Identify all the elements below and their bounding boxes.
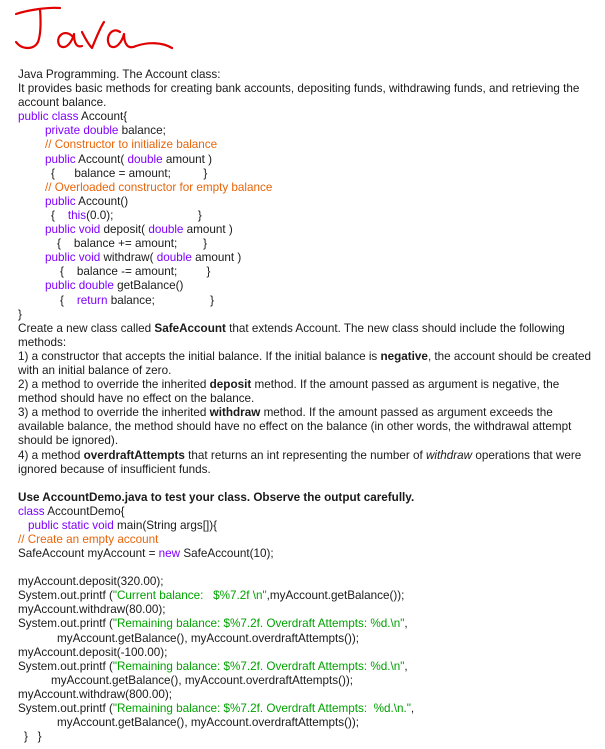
code-string: "Remaining balance: $%7.2f. Overdraft Attempts: %d.\n." bbox=[112, 702, 411, 716]
task-text: , the account should be created with an initial balance of zero. bbox=[18, 349, 592, 377]
code-keyword: public bbox=[45, 152, 76, 166]
code-keyword: class bbox=[18, 504, 45, 518]
code-keyword: double bbox=[156, 251, 192, 265]
handwritten-java-heading bbox=[8, 2, 178, 60]
code-keyword: double bbox=[148, 223, 184, 237]
code-line: } bbox=[18, 307, 22, 321]
task-emphasis: deposit bbox=[209, 378, 252, 392]
code-line: myAccount.deposit(320.00); bbox=[18, 575, 164, 589]
task-text: method. If the amount passed as argument is negative, the method should have no effect on the balance. bbox=[18, 378, 560, 406]
code-text: ,myAccount.getBalance()); bbox=[266, 589, 405, 603]
code-keyword: public void bbox=[45, 223, 101, 237]
code-text: System.out.printf ( bbox=[18, 659, 113, 673]
code-text: System.out.printf ( bbox=[18, 589, 113, 603]
task-text: 1) a constructor that accepts the initial balance. If the initial balance is bbox=[18, 349, 381, 363]
code-text: Account() bbox=[75, 194, 129, 208]
code-line: { balance += amount; } bbox=[57, 237, 208, 251]
code-text: SafeAccount(10); bbox=[180, 547, 274, 561]
code-line: { balance -= amount; } bbox=[60, 265, 211, 279]
task-text: Create a new class called bbox=[18, 321, 155, 335]
code-keyword: public bbox=[45, 194, 76, 208]
code-line: myAccount.deposit(-100.00); bbox=[18, 645, 168, 659]
task-emphasis: negative bbox=[380, 349, 428, 363]
task-text: 2) a method to override the inherited bbox=[18, 378, 210, 392]
code-text: , bbox=[404, 659, 408, 673]
code-string: "Current balance: $%7.2f \n" bbox=[112, 589, 267, 603]
task-description bbox=[18, 322, 596, 477]
code-text: { bbox=[51, 208, 68, 222]
code-text: System.out.printf ( bbox=[18, 617, 113, 631]
document-body bbox=[18, 68, 596, 744]
code-comment: // Create an empty account bbox=[18, 533, 159, 546]
code-text: { bbox=[60, 293, 77, 307]
task-text: that returns an int representing the number of bbox=[184, 448, 426, 462]
code-text: System.out.printf ( bbox=[18, 702, 113, 716]
task-text: method. If the amount passed as argument exceeds the available balance, the method should have no effect on the balance (in other words, the withdrawal attempt should be ignored). bbox=[18, 406, 572, 448]
code-keyword: new bbox=[158, 547, 181, 561]
code-text: Account{ bbox=[78, 110, 128, 124]
task-emphasis: withdraw bbox=[209, 406, 261, 420]
code-keyword: this bbox=[67, 208, 87, 222]
demo-title: Use AccountDemo.java to test your class. Observe the output carefully. bbox=[18, 490, 415, 504]
code-text: Account( bbox=[75, 152, 128, 166]
task-emphasis: overdraftAttempts bbox=[83, 448, 185, 462]
task-emphasis: SafeAccount bbox=[154, 321, 226, 335]
account-class-code bbox=[18, 110, 596, 321]
code-line: myAccount.withdraw(800.00); bbox=[18, 687, 172, 701]
code-line: myAccount.getBalance(), myAccount.overdraftAttempts()); bbox=[57, 631, 360, 645]
code-string: "Remaining balance: $%7.2f. Overdraft Attempts: %d.\n" bbox=[112, 617, 405, 631]
code-keyword: double bbox=[127, 152, 163, 166]
code-text: AccountDemo{ bbox=[44, 504, 125, 518]
code-text: withdraw( bbox=[100, 251, 157, 265]
code-text: main(String args[]){ bbox=[113, 518, 218, 532]
code-comment: // Constructor to initialize balance bbox=[45, 138, 218, 152]
code-keyword: private double bbox=[45, 124, 119, 138]
code-comment: // Overloaded constructor for empty balance bbox=[45, 180, 273, 194]
code-string: "Remaining balance: $%7.2f. Overdraft Attempts: %d.\n" bbox=[112, 659, 405, 673]
code-text: balance; bbox=[118, 124, 166, 138]
task-text: that extends Account. The new class should include the following methods: bbox=[18, 321, 565, 349]
code-text: , bbox=[404, 617, 408, 631]
code-keyword: public double bbox=[45, 279, 114, 293]
intro-description: It provides basic methods for creating bank accounts, depositing funds, withdrawing funds, and retrieving the account balance. bbox=[18, 82, 580, 110]
task-italic: withdraw bbox=[425, 448, 473, 462]
code-line: } } bbox=[24, 730, 42, 744]
code-text: deposit( bbox=[100, 223, 149, 237]
code-text: getBalance() bbox=[113, 279, 184, 293]
code-line: myAccount.getBalance(), myAccount.overdraftAttempts()); bbox=[51, 673, 354, 687]
code-keyword: public static void bbox=[28, 518, 114, 532]
code-line: myAccount.withdraw(80.00); bbox=[18, 603, 166, 617]
task-text: 4) a method bbox=[18, 448, 84, 462]
code-text: amount ) bbox=[162, 152, 213, 166]
code-text: SafeAccount myAccount = bbox=[18, 547, 159, 561]
code-text: balance; } bbox=[107, 293, 214, 307]
task-text: operations that were ignored because of insufficient funds. bbox=[18, 448, 582, 476]
demo-code bbox=[18, 491, 596, 745]
code-line: myAccount.getBalance(), myAccount.overdraftAttempts()); bbox=[57, 716, 360, 730]
code-line: { balance = amount; } bbox=[51, 166, 208, 180]
code-text: , bbox=[410, 702, 415, 716]
code-keyword: public class bbox=[18, 110, 79, 124]
code-text: amount ) bbox=[191, 251, 242, 265]
intro-title: Java Programming. The Account class: bbox=[18, 68, 221, 81]
task-text: 3) a method to override the inherited bbox=[18, 406, 210, 420]
code-keyword: return bbox=[76, 293, 108, 307]
code-text: (0.0); } bbox=[86, 208, 202, 222]
code-text: amount ) bbox=[183, 223, 233, 237]
code-keyword: public void bbox=[45, 251, 101, 265]
